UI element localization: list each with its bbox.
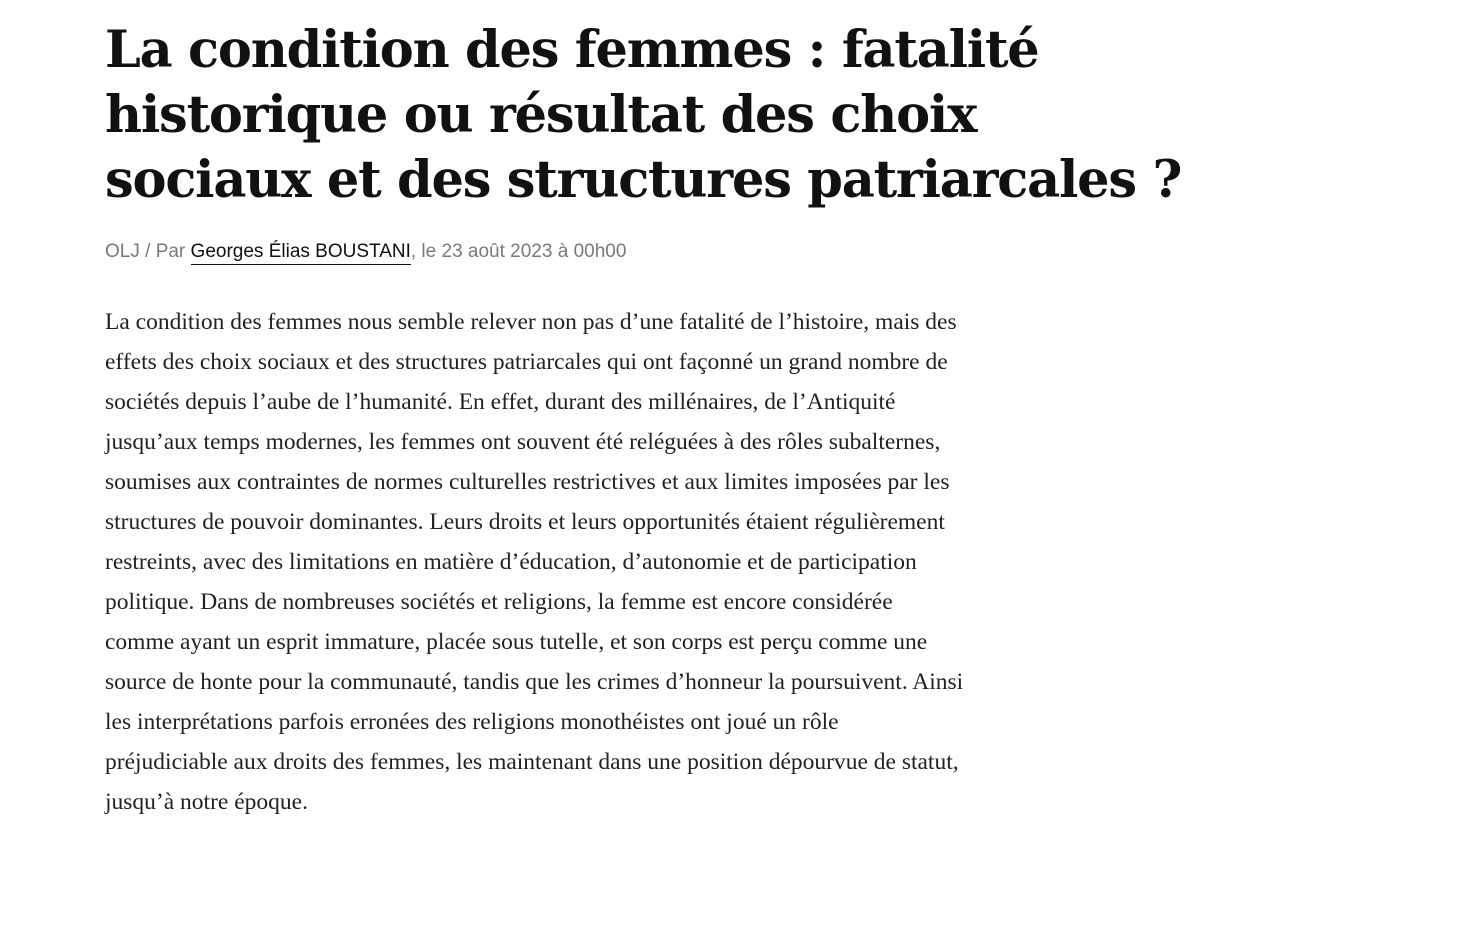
byline-date: , le 23 août 2023 à 00h00 [410,241,627,262]
article [105,18,1205,822]
byline [105,240,1205,264]
author-link[interactable]: Georges Élias BOUSTANI [191,241,411,265]
byline-source: OLJ [105,241,140,262]
byline-separator: / Par [139,241,191,262]
article-body [105,302,965,822]
body-paragraph: La condition des femmes nous semble relever non pas d’une fatalité de l’histoire, mais des effets des choix sociaux et des structures patriarcales qui ont façonné un grand nombre de sociétés depuis l’aube de l’humanité. En effet, durant des millénaires, de l’Antiquité jusqu’aux temps modernes, les femmes ont souvent été reléguées à des rôles subalternes, soumises aux contraintes de normes culturelles restrictives et aux limites imposées par les structures de pouvoir dominantes. Leurs droits et leurs opportunités étaient régulièrement restreints, avec des limitations en matière d’éducation, d’autonomie et de participation politique. Dans de nombreuses sociétés et religions, la femme est encore considérée comme ayant un esprit immature, placée sous tutelle, et son corps est perçu comme une source de honte pour la communauté, tandis que les crimes d’honneur la poursuivent. Ainsi les interprétations parfois erronées des religions monothéistes ont joué un rôle préjudiciable aux droits des femmes, les maintenant dans une position dépourvue de statut, jusqu’à notre époque. [105,309,964,815]
article-title: La condition des femmes : fatalité historique ou résultat des choix sociaux et des structures patriarcales ? [105,20,1182,210]
